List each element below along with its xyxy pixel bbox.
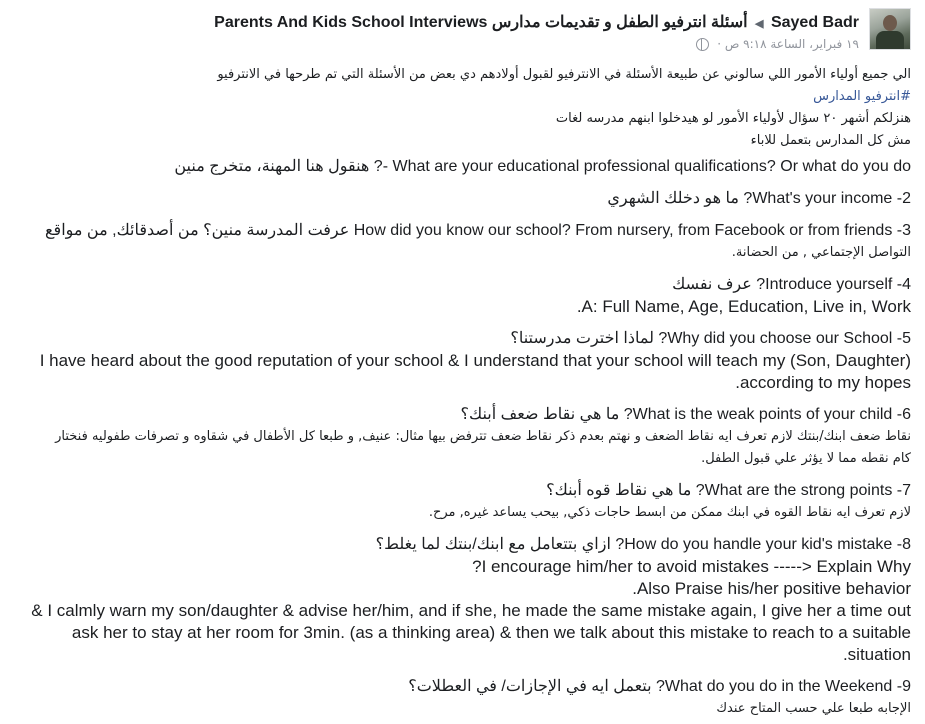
question-line: What are your educational professional qualifications? Or what do you do -? هنقول هنا المهنة، متخرج منين [174, 158, 911, 175]
meta-separator: · [717, 37, 722, 51]
answer-line: situation. [842, 645, 911, 664]
answer-line: لازم تعرف ايه نقاط القوه في ابنك ممكن من ابسط حاجات ذكي, بيحب يساعد غيره, مرح. [428, 505, 911, 520]
post-timestamp-link[interactable]: ١٩ فبراير، الساعة ٩:١٨ ص [724, 37, 859, 51]
question-line: What's your income -2? ما هو دخلك الشهري [607, 190, 911, 207]
answer-line: Also Praise his/her positive behavior. [632, 579, 911, 598]
question-line: How do you handle your kid's mistake -8? ازاي بتتعامل مع ابنك/بنتك لما يغلط؟ [375, 536, 911, 553]
answer-line: نقاط ضعف ابنك/بنتك لازم تعرف ايه نقاط الضعف و نهتم بعدم ذكر نقاط ضعف تترفض بيها مثال: عنيف, و طبعا كل الأطفال في شقاوه و تصرفات طفوليه فنختار [55, 429, 911, 444]
answer-line: I have heard about the good reputation of your school & I understand that your school will teach my (Son, Daughter) [39, 351, 911, 370]
answer-line: according to my hopes. [735, 373, 911, 392]
intro-line: مش كل المدارس بتعمل للاباء [750, 133, 911, 148]
question-line: What do you do in the Weekend -9? بتعمل ايه في الإجازات/ في العطلات؟ [408, 678, 911, 695]
question-3 [12, 220, 911, 264]
intro-line: هنزلكم أشهر ٢٠ سؤال لأولياء الأمور لو هيدخلوا ابنهم مدرسه لغات [555, 111, 911, 126]
question-2 [12, 188, 911, 210]
question-6 [12, 404, 911, 470]
triangle-right-icon: ◀ [755, 18, 764, 30]
answer-line: كام نقطه مما لا يؤثر علي قبول الطفل. [701, 451, 911, 466]
group-name-link[interactable]: أسئلة انترفيو الطفل و تقديمات مدارس Parents And Kids School Interviews [214, 14, 748, 31]
question-line: Introduce yourself -4? عرف نفسك [672, 276, 911, 293]
answer-line: I calmly warn my son/daughter & advise her/him, and if she, he made the same mistake again, I give her a time out & [31, 601, 911, 620]
author-avatar[interactable] [869, 8, 911, 50]
question-9 [12, 676, 911, 720]
question-line: What are the strong points -7? ما هي نقاط قوه أبنك؟ [546, 482, 911, 499]
question-line: How did you know our school? From nursery, from Facebook or from friends -3 عرفت المدرسة منين؟ من أصدقائك, من مواقع [45, 222, 911, 239]
author-name-link[interactable]: Sayed Badr [770, 14, 859, 31]
question-line: التواصل الإجتماعي , من الحضانة. [731, 245, 911, 260]
post-title-line [214, 12, 859, 32]
answer-line: A: Full Name, Age, Education, Live in, Work. [576, 297, 911, 316]
post-header [14, 8, 911, 56]
intro-line: الي جميع أولياء الأمور اللي سالوني عن طبيعة الأسئلة في الانترفيو لقبول أولادهم دي بعض من الأسئلة التي تم طرحها في الانترفيو [217, 67, 911, 82]
answer-line: I encourage him/her to avoid mistakes -----> Explain Why? [472, 557, 911, 576]
question-5 [12, 328, 911, 394]
question-8 [12, 534, 911, 666]
question-7 [12, 480, 911, 524]
question-line: What is the weak points of your child -6? ما هي نقاط ضعف أبنك؟ [460, 406, 911, 423]
answer-line: ask her to stay at her room for 3min. (as a thinking area) & then we talk about this mistake to reach to a suitable [71, 623, 911, 642]
post-body [12, 64, 911, 724]
question-1 [12, 156, 911, 178]
post-meta [696, 37, 859, 51]
question-4 [12, 274, 911, 318]
intro-block [12, 64, 911, 152]
question-line: Why did you choose our School -5? لماذا اخترت مدرستنا؟ [510, 330, 911, 347]
hashtag-link[interactable]: #انترفيو المدارس [813, 89, 911, 104]
answer-line: الإجابه طبعا علي حسب المتاح عندك [716, 701, 911, 716]
globe-icon [696, 38, 709, 51]
